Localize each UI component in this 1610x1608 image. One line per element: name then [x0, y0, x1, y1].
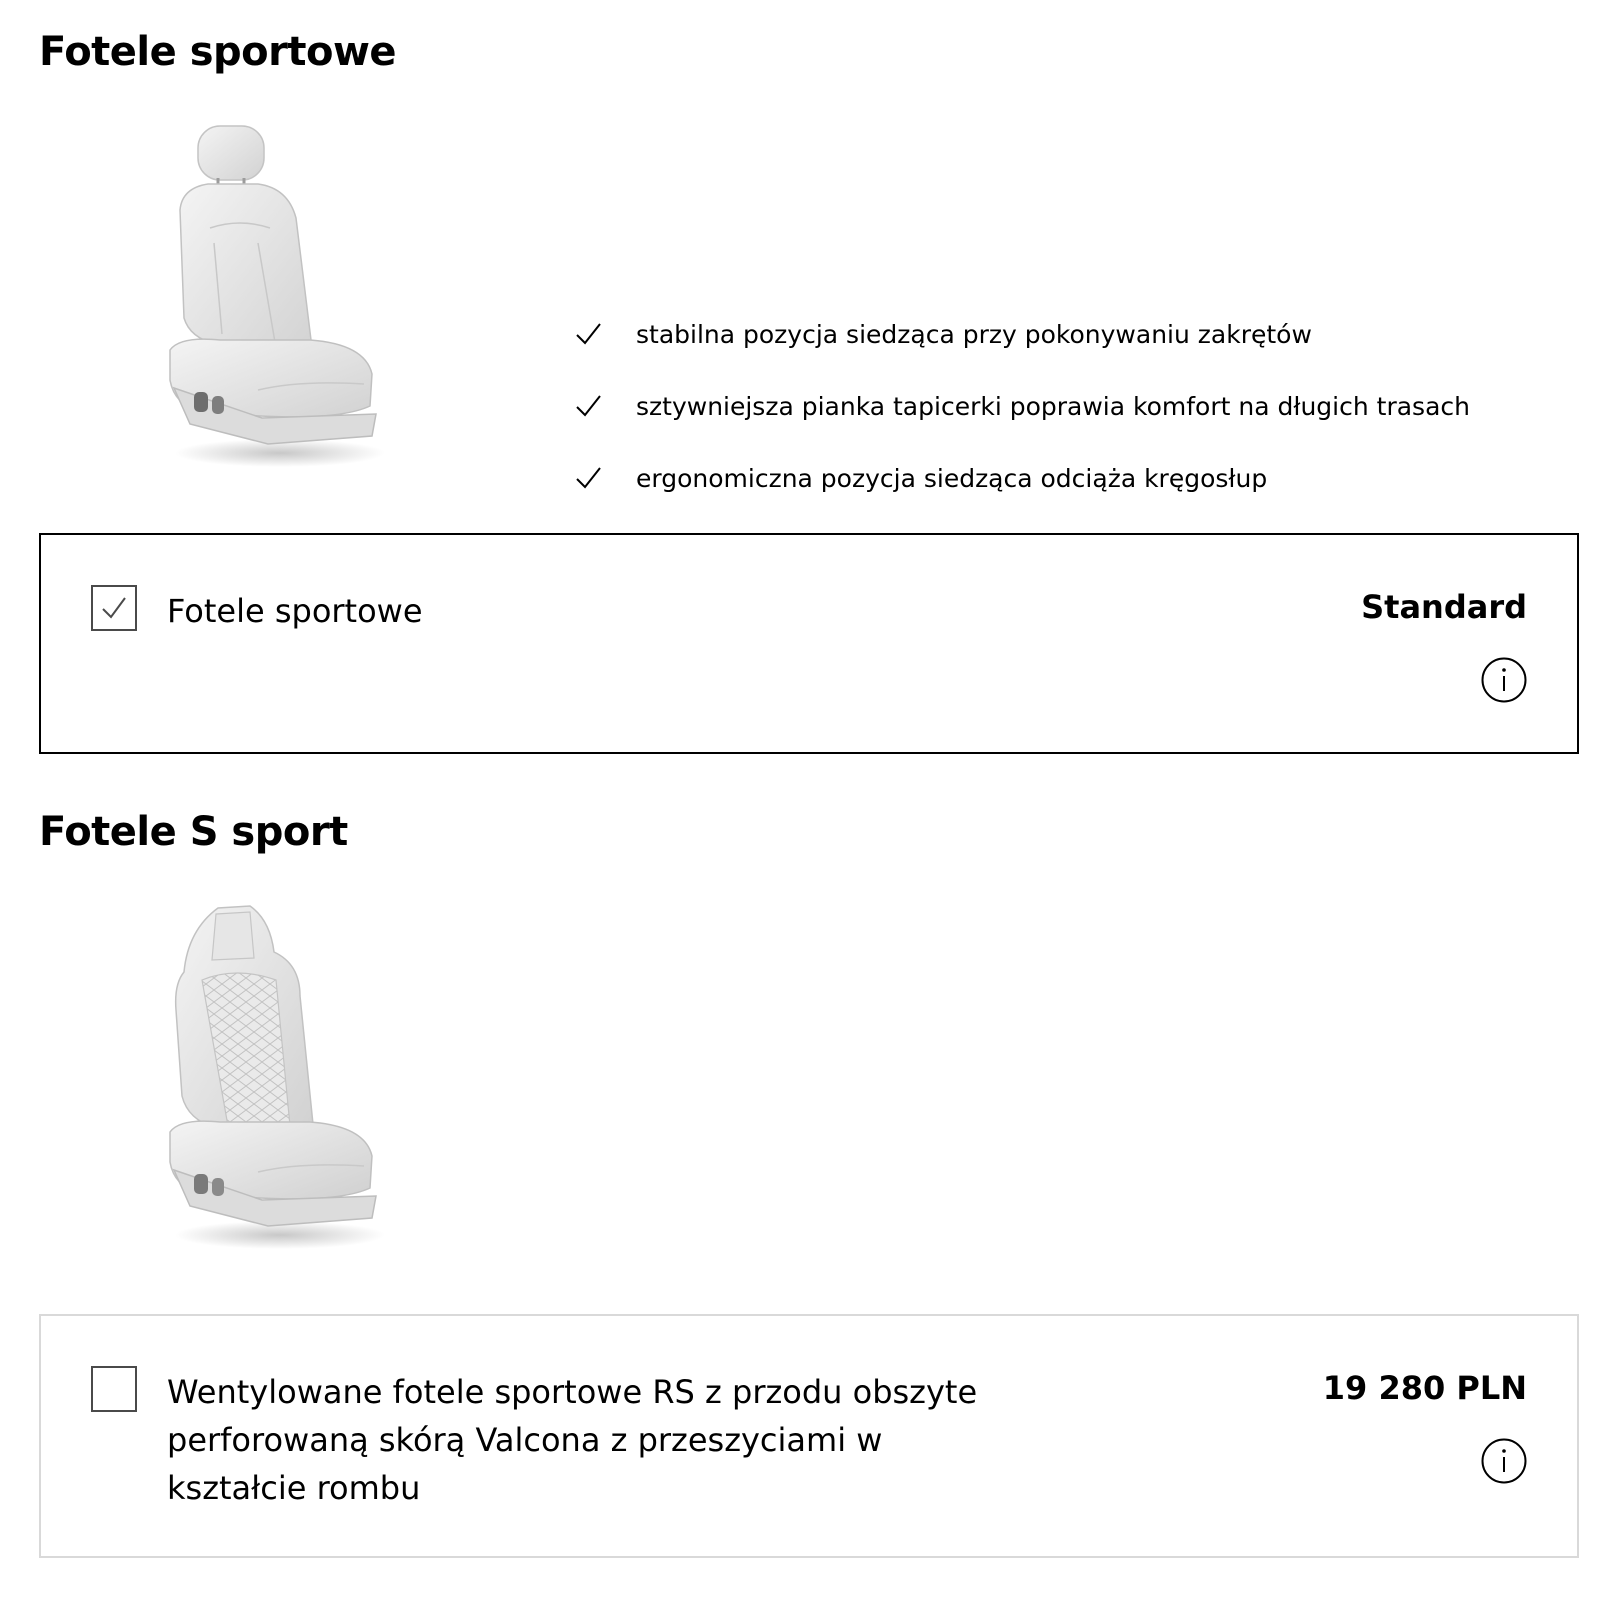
section-title-sport-seats: Fotele sportowe	[39, 29, 397, 75]
feature-list	[574, 320, 1470, 536]
option-price: Standard	[1361, 588, 1527, 626]
info-icon[interactable]	[1481, 657, 1527, 703]
option-label: Fotele sportowe	[167, 592, 423, 630]
check-icon	[574, 464, 602, 492]
feature-item	[574, 464, 1470, 536]
s-sport-seat-image	[150, 900, 390, 1260]
option-checkbox-checked[interactable]	[91, 585, 137, 631]
feature-text: ergonomiczna pozycja siedząca odciąża kręgosłup	[636, 464, 1268, 493]
option-card-sport-seats[interactable]	[39, 533, 1579, 754]
option-checkbox-unchecked[interactable]	[91, 1366, 137, 1412]
info-icon[interactable]	[1481, 1438, 1527, 1484]
sport-seat-image	[150, 118, 390, 478]
check-icon	[574, 320, 602, 348]
section-title-s-sport-seats: Fotele S sport	[39, 809, 348, 855]
feature-item	[574, 320, 1470, 392]
feature-text: sztywniejsza pianka tapicerki poprawia komfort na długich trasach	[636, 392, 1470, 421]
checkmark-icon	[99, 593, 129, 623]
feature-item	[574, 392, 1470, 464]
option-card-s-sport-seats[interactable]	[39, 1314, 1579, 1558]
option-price: 19 280 PLN	[1322, 1369, 1527, 1407]
feature-text: stabilna pozycja siedząca przy pokonywaniu zakrętów	[636, 320, 1312, 349]
option-label: Wentylowane fotele sportowe RS z przodu obszyte perforowaną skórą Valcona z przeszyciami w kształcie rombu	[167, 1373, 978, 1507]
check-icon	[574, 392, 602, 420]
